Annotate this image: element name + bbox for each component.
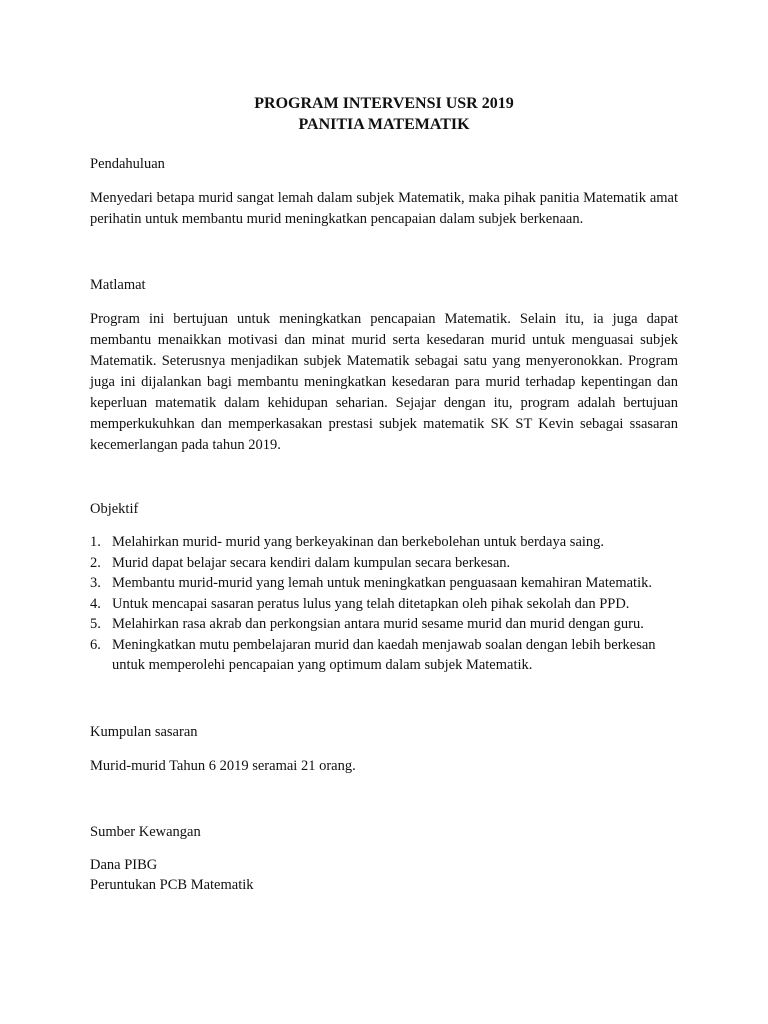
list-item-text: Melahirkan murid- murid yang berkeyakinan dan berkebolehan untuk berdaya saing.	[112, 534, 605, 550]
section-text-kumpulan-sasaran: Murid-murid Tahun 6 2019 seramai 21 orang.	[90, 758, 356, 774]
list-item-text: Membantu murid-murid yang lemah untuk meningkatkan penguasaan kemahiran Matematik.	[112, 575, 652, 591]
section-heading-kumpulan-sasaran: Kumpulan sasaran	[90, 724, 198, 740]
section-heading-matlamat: Matlamat	[90, 277, 146, 293]
funding-source-line: Peruntukan PCB Matematik	[90, 877, 254, 893]
list-item-text: Untuk mencapai sasaran peratus lulus yang telah ditetapkan oleh pihak sekolah dan PPD.	[112, 595, 630, 612]
list-item	[90, 573, 690, 594]
list-item-number: 1.	[90, 534, 101, 550]
document-subtitle: PANITIA MATEMATIK	[298, 116, 470, 133]
list-item	[90, 553, 690, 574]
document-title: PROGRAM INTERVENSI USR 2019	[254, 95, 514, 112]
list-item-number: 4.	[90, 595, 101, 612]
list-item-text: Melahirkan rasa akrab dan perkongsian antara murid sesame murid dan murid dengan guru.	[112, 616, 644, 632]
list-item	[90, 532, 690, 553]
section-heading-sumber-kewangan: Sumber Kewangan	[90, 824, 201, 840]
objektif-list	[90, 532, 690, 676]
list-item-number: 6.	[90, 636, 101, 653]
list-item-number: 5.	[90, 616, 101, 632]
list-item-text: Meningkatkan mutu pembelajaran murid dan kaedah menjawab soalan dengan lebih berkesan untuk memperolehi pencapaian yang optimum dalam subjek Matematik.	[112, 636, 656, 673]
section-heading-objektif: Objektif	[90, 501, 139, 517]
section-heading-pendahuluan: Pendahuluan	[90, 156, 165, 172]
list-item-text: Murid dapat belajar secara kendiri dalam kumpulan secara berkesan.	[112, 554, 511, 571]
section-text-pendahuluan: Menyedari betapa murid sangat lemah dalam subjek Matematik, maka pihak panitia Matematik amat perihatin untuk membantu murid meningkatkan pencapaian dalam subjek berkenaan.	[90, 190, 678, 227]
list-item-number: 3.	[90, 575, 101, 591]
section-text-matlamat: Program ini bertujuan untuk meningkatkan pencapaian Matematik. Selain itu, ia juga dapat membantu menaikkan motivasi dan minat murid serta kesedaran murid untuk menguasai subjek Matematik. Seterusnya menjadikan subjek Matematik sebagai satu yang menyeronokkan. Program juga ini dijalankan bagi membantu meningkatkan kesedaran para murid terhadap kepentingan dan keperluan matematik dalam kehidupan seharian. Sejajar dengan itu, program adalah bertujuan memperkukuhkan dan memperkasakan prestasi subjek matematik SK ST Kevin sebagai ssasaran kecemerlangan pada tahun 2019.	[90, 311, 678, 453]
list-item-number: 2.	[90, 554, 101, 571]
list-item	[90, 614, 690, 635]
funding-source-line: Dana PIBG	[90, 857, 158, 873]
list-item	[90, 594, 690, 615]
list-item	[90, 635, 690, 676]
